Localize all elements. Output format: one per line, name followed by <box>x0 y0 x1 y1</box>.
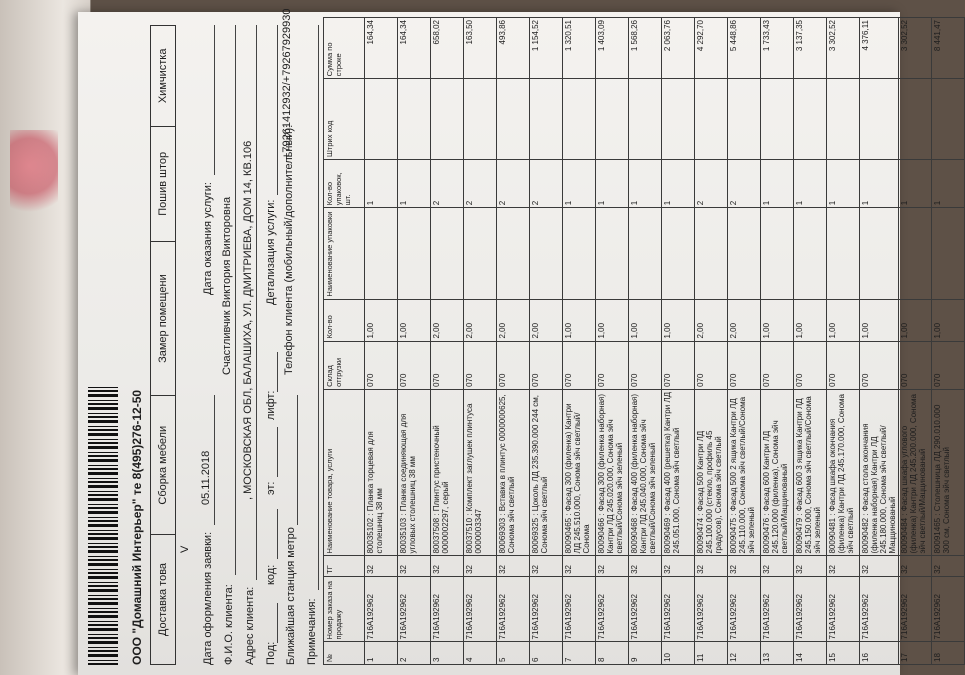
cell-sum: 4 376,11 <box>860 18 899 79</box>
cell-sum: 1 733,43 <box>761 18 794 79</box>
col-tg: ТГ <box>324 556 365 576</box>
cell-order: 716А192962 <box>662 576 695 642</box>
cell-warehouse: 070 <box>497 341 530 389</box>
cell-qty: 1,00 <box>794 299 827 341</box>
code-label: код: <box>265 564 277 585</box>
cell-barcode <box>932 79 965 160</box>
cell-tg: 32 <box>695 556 728 576</box>
cell-name: 80037510 : Комплект заглушек плинтуса 0000003347 <box>464 389 497 556</box>
cell-tg: 32 <box>794 556 827 576</box>
table-row <box>932 18 965 665</box>
cell-package-name <box>827 208 860 299</box>
cell-order: 716А192962 <box>563 576 596 642</box>
cell-barcode <box>497 79 530 160</box>
cell-warehouse: 070 <box>827 341 860 389</box>
cell-barcode <box>464 79 497 160</box>
cell-order: 716А192962 <box>530 576 563 642</box>
cell-sum: 1 320,51 <box>563 18 596 79</box>
cell-no: 12 <box>728 642 761 665</box>
cell-warehouse: 070 <box>761 341 794 389</box>
cell-sum: 1 568,26 <box>629 18 662 79</box>
cell-tg: 32 <box>860 556 899 576</box>
order-form-sheet <box>78 8 951 675</box>
cell-name: 80069303 : Вставка в плинтус 0000000625, Сонома эйч светлый <box>497 389 530 556</box>
cell-warehouse: 070 <box>728 341 761 389</box>
cell-no: 3 <box>431 642 464 665</box>
cell-barcode <box>899 79 932 160</box>
cell-order: 716А192962 <box>899 576 932 642</box>
cell-package-name <box>398 208 431 299</box>
cell-warehouse: 070 <box>932 341 965 389</box>
cell-package-name <box>629 208 662 299</box>
cell-package-qty: 2 <box>464 159 497 207</box>
cell-qty: 1,00 <box>629 299 662 341</box>
cell-package-name <box>932 208 965 299</box>
client-label: Ф.И.О. клиента: <box>223 584 235 665</box>
cell-package-name <box>563 208 596 299</box>
table-row <box>530 18 563 665</box>
col-warehouse: Склад отгрузки <box>324 341 365 389</box>
cell-package-qty: 1 <box>761 159 794 207</box>
items-table <box>323 17 965 665</box>
cell-barcode <box>794 79 827 160</box>
metro-line <box>297 395 298 525</box>
cell-name: 80090465 : Фасад 300 (филенка) Кантри ЛД 245.510.000, Сонома эйч светлый/Сонома <box>563 389 596 556</box>
table-row <box>497 18 530 665</box>
order-date-label: Дата оформления заявки: <box>202 531 214 665</box>
cell-barcode <box>695 79 728 160</box>
cell-package-qty: 1 <box>827 159 860 207</box>
address-line <box>256 25 257 580</box>
cell-name: 80035102 : Планка торцевая для столешниц 38 мм <box>365 389 398 556</box>
cell-barcode <box>728 79 761 160</box>
metro-label: Ближайшая станция метро <box>285 527 297 665</box>
cell-name: 80090479 : Фасад 600 3 ящика Кантри ЛД 245.150.000, Сонома эйч светлый/Сонома эйч зеленый <box>794 389 827 556</box>
cell-name: 80090469 : Фасад 400 (решетка) Кантри ЛД 245.051.000, Сонома эйч светлый <box>662 389 695 556</box>
cell-barcode <box>431 79 464 160</box>
cell-package-name <box>728 208 761 299</box>
cell-package-name <box>464 208 497 299</box>
service-date-label: Дата оказания услуги: <box>202 182 214 295</box>
service-delivery: Доставка това <box>151 535 176 665</box>
cell-package-name <box>794 208 827 299</box>
address-label: Адрес клиента: <box>244 586 256 665</box>
cell-order: 716А192962 <box>728 576 761 642</box>
table-row <box>365 18 398 665</box>
cell-package-qty: 2 <box>530 159 563 207</box>
cell-tg: 32 <box>497 556 530 576</box>
cell-package-name <box>497 208 530 299</box>
cell-sum: 3 302,52 <box>899 18 932 79</box>
table-row <box>794 18 827 665</box>
cell-sum: 8 441,47 <box>932 18 965 79</box>
cell-warehouse: 070 <box>530 341 563 389</box>
cell-order: 716А192962 <box>431 576 464 642</box>
cell-order: 716А192962 <box>596 576 629 642</box>
service-assembly: Сборка мебели <box>151 396 176 535</box>
cell-sum: 658,02 <box>431 18 464 79</box>
cell-tg: 32 <box>662 556 695 576</box>
cell-order: 716А192962 <box>464 576 497 642</box>
cell-warehouse: 070 <box>563 341 596 389</box>
cell-tg: 32 <box>899 556 932 576</box>
cell-sum: 2 063,76 <box>662 18 695 79</box>
cell-package-qty: 1 <box>365 159 398 207</box>
cell-no: 10 <box>662 642 695 665</box>
cell-no: 1 <box>365 642 398 665</box>
service-drycleaning: Химчистка <box>151 26 176 127</box>
col-package-qty: Кол-во упаковок, шт. <box>324 159 365 207</box>
table-row <box>728 18 761 665</box>
cell-warehouse: 070 <box>695 341 728 389</box>
cell-warehouse: 070 <box>860 341 899 389</box>
cell-sum: 4 292,70 <box>695 18 728 79</box>
cell-qty: 2,00 <box>497 299 530 341</box>
cell-sum: 164,34 <box>365 18 398 79</box>
cell-order: 716А192962 <box>629 576 662 642</box>
cell-order: 716А192962 <box>398 576 431 642</box>
cell-no: 11 <box>695 642 728 665</box>
entrance-line <box>277 603 278 643</box>
cell-barcode <box>827 79 860 160</box>
table-row <box>899 18 932 665</box>
cell-warehouse: 070 <box>899 341 932 389</box>
cell-barcode <box>365 79 398 160</box>
notes-label: Примечания: <box>306 598 318 665</box>
cell-package-name <box>695 208 728 299</box>
red-logo-mark <box>10 130 58 220</box>
cell-no: 8 <box>596 642 629 665</box>
cell-no: 4 <box>464 642 497 665</box>
cell-barcode <box>860 79 899 160</box>
cell-barcode <box>662 79 695 160</box>
cell-sum: 1 154,52 <box>530 18 563 79</box>
cell-name: 80090475 : Фасад 500 2 ящика Кантри ЛД 245.110.000, Сонома эйч светлый/Сонома эйч зеленый <box>728 389 761 556</box>
cell-tg: 32 <box>464 556 497 576</box>
cell-sum: 3 302,52 <box>827 18 860 79</box>
cell-warehouse: 070 <box>629 341 662 389</box>
order-date-line <box>214 395 215 525</box>
cell-name: 80090481 : Фасад шкафа окончания (филенка) Кантри ЛД 245.170.000, Сонома эйч светлый <box>827 389 860 556</box>
cell-package-name <box>662 208 695 299</box>
cell-tg: 32 <box>827 556 860 576</box>
cell-no: 5 <box>497 642 530 665</box>
code-line <box>277 509 278 559</box>
cell-warehouse: 070 <box>365 341 398 389</box>
cell-barcode <box>398 79 431 160</box>
entrance-label: Под: <box>265 641 277 665</box>
address-value: , МОСКОВСКАЯ ОБЛ, БАЛАШИХА, УЛ. ДМИТРИЕВА, ДОМ 14, КВ.106 <box>242 140 254 500</box>
cell-package-qty: 1 <box>662 159 695 207</box>
cell-tg: 32 <box>530 556 563 576</box>
cell-tg: 32 <box>398 556 431 576</box>
cell-qty: 2,00 <box>530 299 563 341</box>
lift-label: лифт: <box>265 390 277 420</box>
col-no: № <box>324 642 365 665</box>
cell-name: 80091465 : Столешница ЛД 290.010.000 300 см, Сонома эйч светлый <box>932 389 965 556</box>
table-row <box>761 18 794 665</box>
cell-tg: 32 <box>431 556 464 576</box>
cell-warehouse: 070 <box>596 341 629 389</box>
cell-qty: 1,00 <box>932 299 965 341</box>
cell-sum: 164,34 <box>398 18 431 79</box>
table-row <box>860 18 899 665</box>
floor-label: эт: <box>265 481 277 495</box>
col-barcode: Штрих код <box>324 79 365 160</box>
client-name: Счастливчик Виктория Викторовна <box>221 196 233 375</box>
cell-order: 716А192962 <box>794 576 827 642</box>
cell-warehouse: 070 <box>662 341 695 389</box>
cell-package-qty: 2 <box>728 159 761 207</box>
cell-qty: 1,00 <box>761 299 794 341</box>
items-body <box>365 18 965 665</box>
col-name: Наименование товара, услуги <box>324 389 365 556</box>
cell-tg: 32 <box>365 556 398 576</box>
order-date-value: 05.11.2018 <box>200 450 212 505</box>
cell-qty: 1,00 <box>860 299 899 341</box>
cell-sum: 3 137,35 <box>794 18 827 79</box>
service-selected-mark: V <box>179 545 191 553</box>
cell-name: 80069325 : Цоколь ЛД 235.390.000 244 см, Сонома эйч светлый <box>530 389 563 556</box>
cell-order: 716А192962 <box>761 576 794 642</box>
cell-package-qty: 2 <box>695 159 728 207</box>
cell-package-name <box>530 208 563 299</box>
cell-package-qty: 1 <box>629 159 662 207</box>
col-package-name: Наименование упаковки <box>324 208 365 299</box>
service-date-line <box>214 25 215 175</box>
floor-line <box>277 427 278 477</box>
cell-no: 18 <box>932 642 965 665</box>
cell-no: 7 <box>563 642 596 665</box>
table-row <box>629 18 662 665</box>
cell-tg: 32 <box>932 556 965 576</box>
phone-label: Телефон клиента (мобильный/дополнительный): <box>283 124 295 375</box>
cell-tg: 32 <box>629 556 662 576</box>
cell-qty: 1,00 <box>563 299 596 341</box>
cell-sum: 1 403,09 <box>596 18 629 79</box>
cell-name: 80090466 : Фасад 300 (филенка наборная) Кантри ЛД 245.020.000, Сонома эйч светлый/Сонома эйч зеленый <box>596 389 629 556</box>
cell-name: 80090484 : Фасад шкафа углового (филенка) Кантри ЛД 245.200.000, Сонома эйч светлый/Маццинованый <box>899 389 932 556</box>
table-row <box>662 18 695 665</box>
cell-no: 16 <box>860 642 899 665</box>
cell-barcode <box>629 79 662 160</box>
table-row <box>695 18 728 665</box>
table-row <box>563 18 596 665</box>
order-form-content <box>78 8 951 675</box>
cell-order: 716А192962 <box>827 576 860 642</box>
table-row <box>431 18 464 665</box>
cell-no: 17 <box>899 642 932 665</box>
cell-name: 80090474 : Фасад 500 Кантри ЛД 245.100.000 (стекло, профиль 45 градусов), Сонома эйч светлый <box>695 389 728 556</box>
cell-warehouse: 070 <box>431 341 464 389</box>
cell-qty: 2,00 <box>728 299 761 341</box>
detail-line <box>277 25 278 195</box>
cell-qty: 1,00 <box>596 299 629 341</box>
cell-warehouse: 070 <box>794 341 827 389</box>
cell-package-qty: 1 <box>899 159 932 207</box>
cell-barcode <box>596 79 629 160</box>
cell-no: 2 <box>398 642 431 665</box>
cell-qty: 1,00 <box>365 299 398 341</box>
notes-line <box>318 25 319 590</box>
table-row <box>596 18 629 665</box>
cell-package-qty: 1 <box>794 159 827 207</box>
cell-name: 80035103 : Планка соединяющая для угловых столешниц 38 мм <box>398 389 431 556</box>
cell-tg: 32 <box>728 556 761 576</box>
cell-package-qty: 1 <box>860 159 899 207</box>
cell-order: 716А192962 <box>695 576 728 642</box>
cell-order: 716А192962 <box>365 576 398 642</box>
cell-package-qty: 1 <box>563 159 596 207</box>
lift-line <box>277 352 278 392</box>
table-row <box>464 18 497 665</box>
detail-label: Детализация услуги: <box>265 199 277 305</box>
cell-name: 80037508 : Плинтус пристеночный 0000002297, серый <box>431 389 464 556</box>
cell-sum: 493,86 <box>497 18 530 79</box>
barcode-image <box>88 385 118 665</box>
col-sum: Сумма по строке <box>324 18 365 79</box>
cell-no: 9 <box>629 642 662 665</box>
table-row <box>827 18 860 665</box>
table-row <box>398 18 431 665</box>
cell-qty: 2,00 <box>695 299 728 341</box>
cell-order: 716А192962 <box>932 576 965 642</box>
col-qty: Кол-во <box>324 299 365 341</box>
cell-sum: 163,50 <box>464 18 497 79</box>
cell-qty: 2,00 <box>431 299 464 341</box>
cell-no: 13 <box>761 642 794 665</box>
client-line <box>235 25 236 575</box>
cell-package-name <box>431 208 464 299</box>
services-checklist <box>150 25 176 665</box>
cell-package-name <box>899 208 932 299</box>
cell-package-qty: 1 <box>932 159 965 207</box>
cell-qty: 2,00 <box>464 299 497 341</box>
cell-package-name <box>860 208 899 299</box>
cell-sum: 5 448,86 <box>728 18 761 79</box>
phone-value: +79261412932/+79267929930 <box>281 8 293 159</box>
cell-qty: 1,00 <box>662 299 695 341</box>
cell-tg: 32 <box>563 556 596 576</box>
cell-barcode <box>761 79 794 160</box>
cell-package-qty: 1 <box>596 159 629 207</box>
items-header-row <box>324 18 365 665</box>
cell-package-name <box>761 208 794 299</box>
cell-tg: 32 <box>596 556 629 576</box>
cell-order: 716А192962 <box>497 576 530 642</box>
cell-warehouse: 070 <box>398 341 431 389</box>
cell-no: 14 <box>794 642 827 665</box>
cell-package-name <box>596 208 629 299</box>
cell-warehouse: 070 <box>464 341 497 389</box>
cell-package-qty: 1 <box>398 159 431 207</box>
cell-barcode <box>530 79 563 160</box>
cell-no: 6 <box>530 642 563 665</box>
service-measure: Замер помещени <box>151 241 176 395</box>
cell-name: 80090482 : Фасад стола окончания (филенка наборная) Кантри ЛД 245.180.000, Сонома эйч светлый/Маццинованый <box>860 389 899 556</box>
cell-package-name <box>365 208 398 299</box>
company-header: ООО "Домашний Интерьер" те 8(495)276-12-50 <box>130 389 144 665</box>
cell-qty: 1,00 <box>398 299 431 341</box>
col-order: Номер заказа на продажу <box>324 576 365 642</box>
cell-package-qty: 2 <box>497 159 530 207</box>
cell-qty: 1,00 <box>899 299 932 341</box>
cell-order: 716А192962 <box>860 576 899 642</box>
cell-package-qty: 2 <box>431 159 464 207</box>
cell-name: 80090468 : Фасад 400 (филенка наборная) Кантри ЛД 245.040.000, Сонома эйч светлый/Сонома эйч зеленый <box>629 389 662 556</box>
cell-barcode <box>563 79 596 160</box>
cell-no: 15 <box>827 642 860 665</box>
cell-qty: 1,00 <box>827 299 860 341</box>
service-curtains: Пошив штор <box>151 126 176 241</box>
cell-tg: 32 <box>761 556 794 576</box>
cell-name: 80090476 : Фасад 600 Кантри ЛД 245.120.000 (филенка), Сонома эйч светлый/Маццинованый <box>761 389 794 556</box>
